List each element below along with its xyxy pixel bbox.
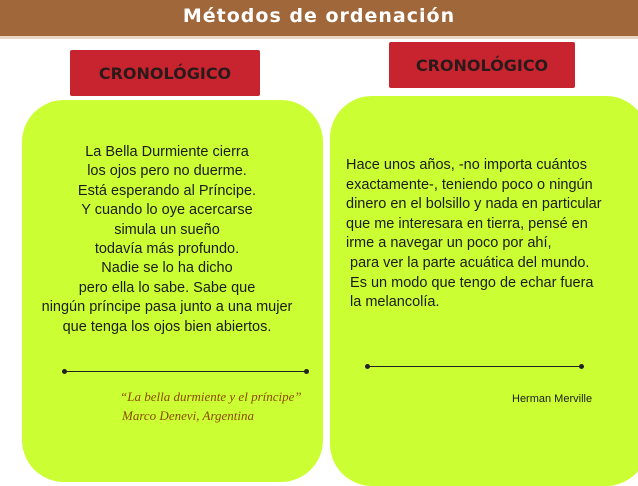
prose-text xyxy=(346,156,626,313)
poem-line: todavía más profundo. xyxy=(94,241,240,258)
poem-line: que tenga los ojos bien abiertos. xyxy=(62,318,272,335)
tag-left-cronologico: CRONOLÓGICO xyxy=(70,50,260,96)
poem-line: pero ella lo sabe. Sabe que xyxy=(78,279,256,296)
poem-text xyxy=(22,143,312,337)
left-divider-line xyxy=(64,371,306,372)
prose-line: la melancolía. xyxy=(346,294,440,311)
poem-line: Y cuando lo oye acercarse xyxy=(81,202,253,219)
prose-line: irme a navegar un poco por ahí, xyxy=(346,235,552,252)
right-divider-dot-end xyxy=(579,364,584,369)
poem-line: simula un sueño xyxy=(114,221,220,238)
poem-line: los ojos pero no duerme. xyxy=(87,163,247,180)
left-divider-dot-start xyxy=(62,369,67,374)
citation-author: Marco Denevi, Argentina xyxy=(122,408,255,423)
right-author: Herman Merville xyxy=(512,393,593,405)
tag-right-cronologico: CRONOLÓGICO xyxy=(389,42,575,88)
poem-line: ningún príncipe pasa junto a una mujer xyxy=(41,299,293,316)
prose-line: que me interesara en tierra, pensé en xyxy=(346,215,588,232)
right-divider-dot-start xyxy=(365,364,370,369)
citation-title: “La bella durmiente y el príncipe” xyxy=(120,389,302,404)
page-title: Métodos de ordenación xyxy=(182,5,456,27)
prose-line: Hace unos años, -no importa cuántos xyxy=(346,157,587,173)
prose-line: exactamente-, teniendo poco o ningún xyxy=(346,176,593,193)
poem-line: Nadie se lo ha dicho xyxy=(101,260,233,277)
prose-line: dinero en el bolsillo y nada en particular xyxy=(346,196,602,213)
left-divider-dot-end xyxy=(304,369,309,374)
poem-line: Está esperando al Príncipe. xyxy=(77,182,257,199)
poem-line: La Bella Durmiente cierra xyxy=(85,144,249,160)
right-divider-line xyxy=(367,366,581,367)
prose-line: Es un modo que tengo de echar fuera xyxy=(346,274,594,291)
prose-line: para ver la parte acuática del mundo. xyxy=(346,254,590,271)
